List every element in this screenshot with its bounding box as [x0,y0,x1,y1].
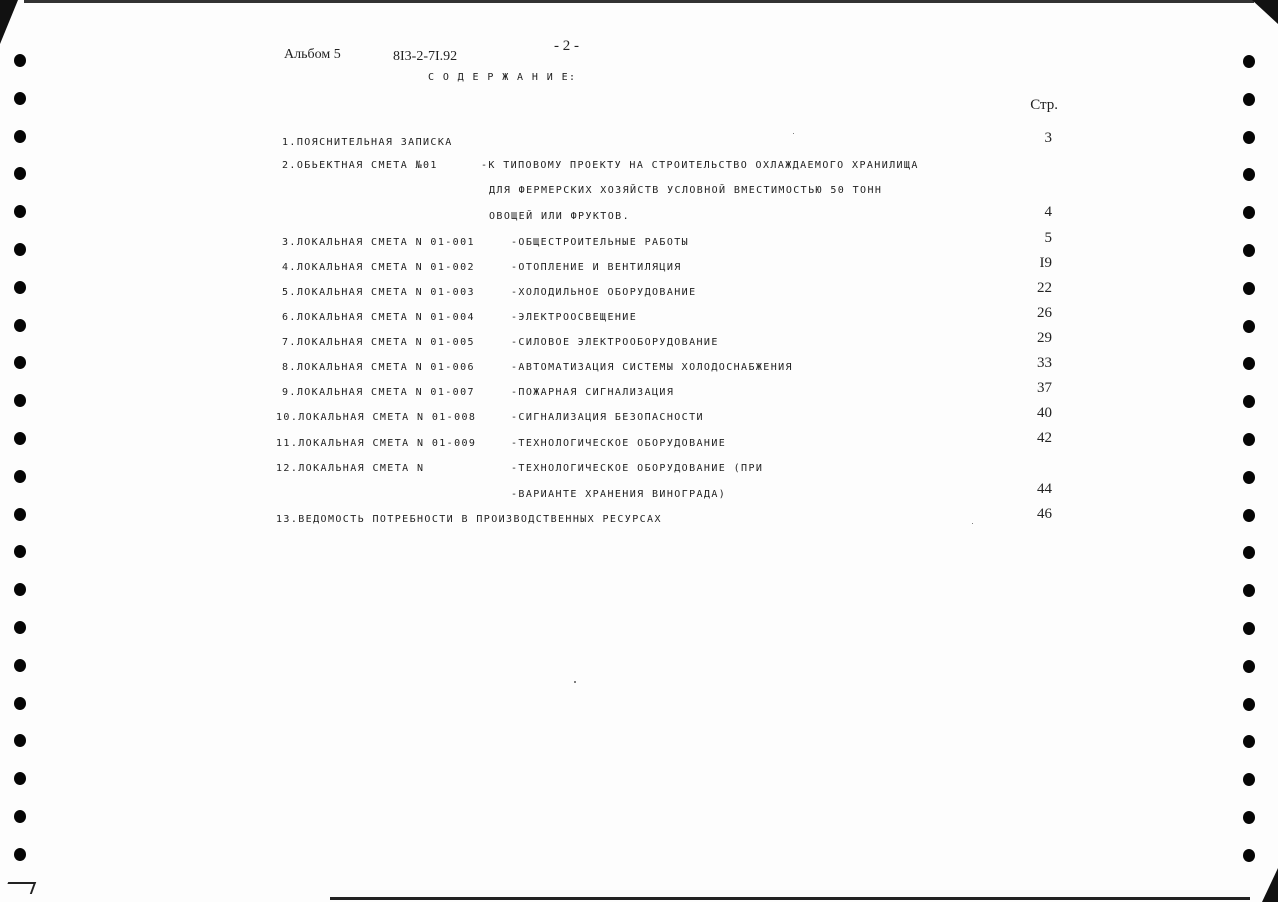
scan-speck [574,681,576,683]
feed-hole [14,545,26,558]
feed-hole [14,848,26,861]
toc-entry-3-description: -ОБЩЕСТРОИТЕЛЬНЫЕ РАБОТЫ [511,237,690,248]
corner-mark-bottom-right [1262,868,1278,902]
feed-hole [1243,698,1255,711]
scan-speck [793,133,794,134]
corner-mark-top-left [0,0,18,44]
entry-number: 2. [282,160,297,171]
entry-number: 13. [276,514,299,525]
toc-entry-1 [282,137,453,148]
feed-hole [1243,849,1255,862]
toc-entry-4-description: -ОТОПЛЕНИЕ И ВЕНТИЛЯЦИЯ [511,262,682,273]
top-border [24,0,1254,3]
toc-entry-12-continuation: -ВАРИАНТЕ ХРАНЕНИЯ ВИНОГРАДА) [511,489,727,500]
entry-number: 10. [276,412,299,423]
feed-hole [1243,244,1255,257]
entry-number: 12. [276,463,299,474]
feed-hole [1243,471,1255,484]
entry-number: 7. [282,337,297,348]
feed-hole [1243,93,1255,106]
entry-number: 5. [282,287,297,298]
toc-page-12: 44 [1037,481,1052,497]
feed-hole [1243,55,1255,68]
feed-hole [1243,546,1255,559]
toc-page-11: 42 [1037,430,1052,446]
entry-number: 9. [282,387,297,398]
feed-hole [14,92,26,105]
toc-page-8: 33 [1037,355,1052,371]
feed-hole [14,470,26,483]
page-column-label: Стр. [1030,97,1058,113]
toc-entry-6 [282,312,475,323]
entry-label: ЛОКАЛЬНАЯ СМЕТА N 01-004 [296,312,475,323]
toc-entry-3 [282,237,475,248]
corner-mark-top-right [1252,0,1278,24]
feed-hole [1243,509,1255,522]
toc-entry-7-description: -СИЛОВОЕ ЭЛЕКТРООБОРУДОВАНИЕ [511,337,719,348]
entry-label: ЛОКАЛЬНАЯ СМЕТА N 01-002 [296,262,475,273]
toc-page-7: 29 [1037,330,1052,346]
feed-hole [1243,395,1255,408]
feed-hole [14,243,26,256]
toc-entry-13 [276,514,662,525]
feed-hole [1243,357,1255,370]
feed-hole [14,810,26,823]
feed-hole [1243,131,1255,144]
feed-hole [1243,584,1255,597]
feed-hole [14,205,26,218]
entry-label: ЛОКАЛЬНАЯ СМЕТА N 01-001 [296,237,475,248]
toc-page-6: 26 [1037,305,1052,321]
entry-label: ОБЬЕКТНАЯ СМЕТА №01 [296,160,438,171]
entry-label: ПОЯСНИТЕЛЬНАЯ ЗАПИСКА [296,137,453,148]
entry-label: ЛОКАЛЬНАЯ СМЕТА N 01-006 [296,362,475,373]
feed-hole [14,697,26,710]
entry-number: 11. [276,438,299,449]
toc-entry-9-description: -ПОЖАРНАЯ СИГНАЛИЗАЦИЯ [511,387,675,398]
feed-hole [14,508,26,521]
feed-hole [14,432,26,445]
toc-page-5: 22 [1037,280,1052,296]
feed-hole [14,659,26,672]
corner-mark-bottom-left [4,882,36,894]
entry-number: 8. [282,362,297,373]
entry-label: ВЕДОМОСТЬ ПОТРЕБНОСТИ В ПРОИЗВОДСТВЕННЫХ РЕСУРСАХ [298,514,662,525]
feed-hole [14,621,26,634]
toc-entry-2 [282,160,438,171]
toc-entry-2-continuation-1: ДЛЯ ФЕРМЕРСКИХ ХОЗЯЙСТВ УСЛОВНОЙ ВМЕСТИМОСТЬЮ 50 ТОНН [489,185,883,196]
entry-number: 1. [282,137,297,148]
feed-hole [1243,773,1255,786]
toc-entry-4 [282,262,475,273]
feed-hole [1243,168,1255,181]
feed-hole [1243,320,1255,333]
entry-label: ЛОКАЛЬНАЯ СМЕТА N 01-003 [296,287,475,298]
feed-hole [14,281,26,294]
entry-number: 6. [282,312,297,323]
feed-hole [14,130,26,143]
toc-entry-9 [282,387,475,398]
scan-speck [972,523,973,524]
toc-entry-7 [282,337,475,348]
toc-page-9: 37 [1037,380,1052,396]
feed-hole [14,167,26,180]
toc-entry-2-continuation-2: ОВОЩЕЙ ИЛИ ФРУКТОВ. [489,211,630,222]
toc-entry-8-description: -АВТОМАТИЗАЦИЯ СИСТЕМЫ ХОЛОДОСНАБЖЕНИЯ [511,362,793,373]
toc-entry-12-description: -ТЕХНОЛОГИЧЕСКОЕ ОБОРУДОВАНИЕ (ПРИ [511,463,764,474]
entry-number: 3. [282,237,297,248]
entry-label: ЛОКАЛЬНАЯ СМЕТА N [298,463,425,474]
feed-hole [1243,622,1255,635]
page-number: - 2 - [554,38,579,54]
entry-label: ЛОКАЛЬНАЯ СМЕТА N 01-007 [296,387,475,398]
toc-entry-2-description: -К ТИПОВОМУ ПРОЕКТУ НА СТРОИТЕЛЬСТВО ОХЛАЖДАЕМОГО ХРАНИЛИЩА [481,160,919,171]
contents-title: С О Д Е Р Ж А Н И Е: [428,72,577,83]
feed-hole [14,54,26,67]
toc-page-2: 4 [1044,204,1052,220]
entry-number: 4. [282,262,297,273]
feed-hole [14,319,26,332]
album-label: Альбом 5 [284,47,341,62]
toc-entry-5-description: -ХОЛОДИЛЬНОЕ ОБОРУДОВАНИЕ [511,287,697,298]
toc-page-13: 46 [1037,506,1052,522]
feed-hole [14,583,26,596]
entry-label: ЛОКАЛЬНАЯ СМЕТА N 01-008 [298,412,477,423]
feed-hole [1243,206,1255,219]
feed-hole [1243,282,1255,295]
feed-hole [1243,811,1255,824]
toc-entry-10-description: -СИГНАЛИЗАЦИЯ БЕЗОПАСНОСТИ [511,412,704,423]
feed-hole [14,394,26,407]
toc-entry-12 [276,463,424,474]
toc-entry-6-description: -ЭЛЕКТРООСВЕЩЕНИЕ [511,312,638,323]
toc-page-1: 3 [1044,130,1052,146]
feed-hole [14,734,26,747]
toc-page-4: I9 [1039,255,1052,271]
feed-hole [1243,735,1255,748]
toc-entry-11 [276,438,476,449]
bottom-border [330,897,1250,900]
feed-hole [1243,433,1255,446]
toc-entry-5 [282,287,475,298]
toc-page-10: 40 [1037,405,1052,421]
feed-hole [14,772,26,785]
entry-label: ЛОКАЛЬНАЯ СМЕТА N 01-009 [298,438,477,449]
toc-page-3: 5 [1044,230,1052,246]
toc-entry-10 [276,412,476,423]
entry-label: ЛОКАЛЬНАЯ СМЕТА N 01-005 [296,337,475,348]
project-code: 8I3-2-7I.92 [393,49,458,64]
toc-entry-11-description: -ТЕХНОЛОГИЧЕСКОЕ ОБОРУДОВАНИЕ [511,438,727,449]
feed-hole [14,356,26,369]
feed-hole [1243,660,1255,673]
toc-entry-8 [282,362,475,373]
